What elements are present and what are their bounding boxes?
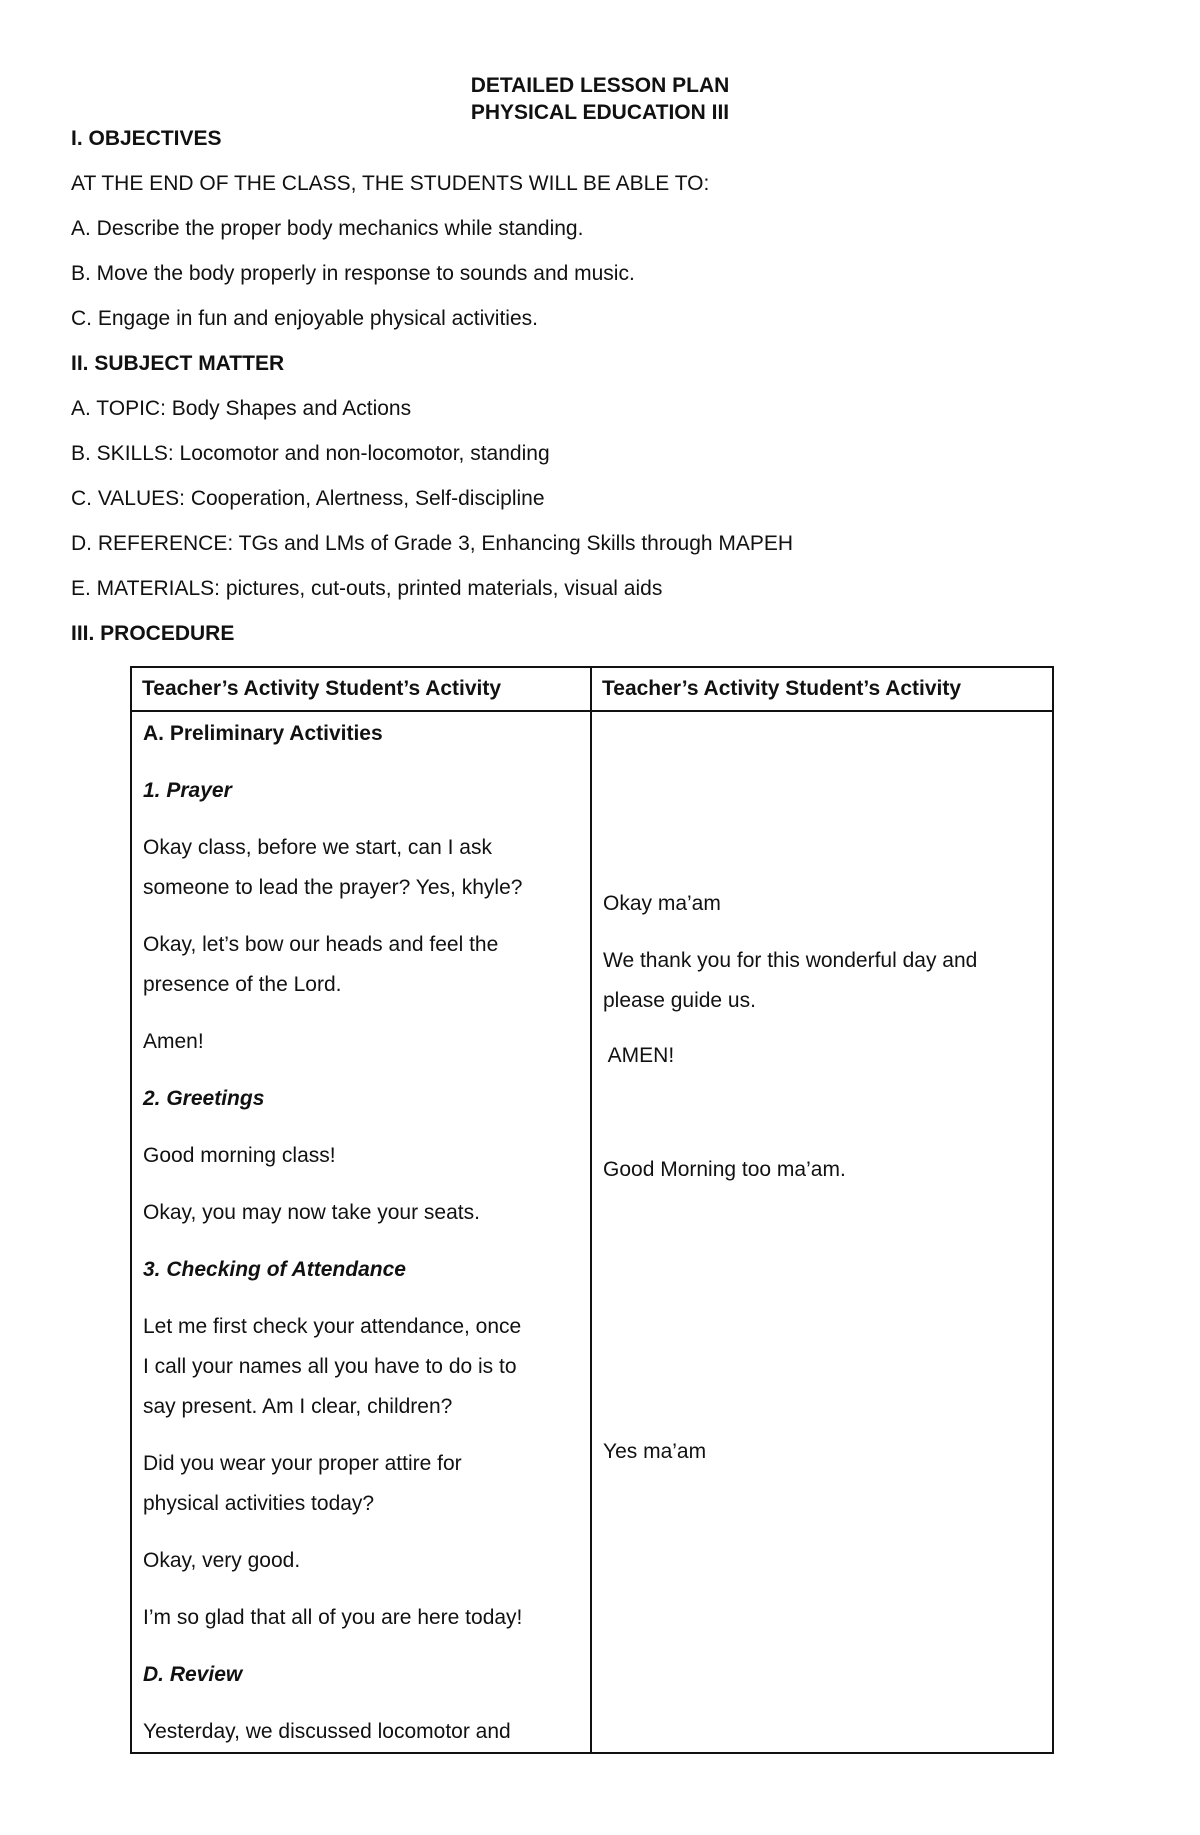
teacher-line: Yesterday, we discussed locomotor and bbox=[143, 1720, 511, 1743]
column-header-teacher: Teacher’s Activity Student’s Activity bbox=[131, 667, 591, 711]
subsection-heading: 1. Prayer bbox=[143, 779, 232, 802]
subsection-heading: 2. Greetings bbox=[143, 1087, 265, 1110]
subject-matter-item: E. MATERIALS: pictures, cut-outs, printed materials, visual aids bbox=[71, 577, 663, 600]
procedure-heading: III. PROCEDURE bbox=[71, 622, 235, 645]
teacher-line: Let me first check your attendance, once bbox=[143, 1315, 522, 1338]
document-subtitle: PHYSICAL EDUCATION III bbox=[470, 101, 730, 124]
subject-matter-heading: II. SUBJECT MATTER bbox=[71, 352, 285, 375]
student-line: Okay ma’am bbox=[603, 892, 721, 915]
student-line: Good Morning too ma’am. bbox=[603, 1158, 846, 1181]
objective-item: C. Engage in fun and enjoyable physical activities. bbox=[71, 307, 538, 330]
teacher-line: Good morning class! bbox=[143, 1144, 336, 1167]
teacher-activity-cell bbox=[131, 711, 591, 1753]
teacher-line: presence of the Lord. bbox=[143, 973, 342, 996]
teacher-line: Okay, let’s bow our heads and feel the bbox=[143, 933, 499, 956]
student-line: We thank you for this wonderful day and bbox=[603, 949, 978, 972]
section-heading: A. Preliminary Activities bbox=[143, 722, 383, 745]
subject-matter-item: D. REFERENCE: TGs and LMs of Grade 3, Enhancing Skills through MAPEH bbox=[71, 532, 794, 555]
teacher-line: I’m so glad that all of you are here today! bbox=[143, 1606, 523, 1629]
teacher-line: I call your names all you have to do is to bbox=[143, 1355, 517, 1378]
teacher-line: Amen! bbox=[143, 1030, 204, 1053]
teacher-line: Okay, very good. bbox=[143, 1549, 301, 1572]
subject-matter-item: A. TOPIC: Body Shapes and Actions bbox=[71, 397, 412, 420]
procedure-table bbox=[130, 666, 1054, 1754]
objective-item: A. Describe the proper body mechanics while standing. bbox=[71, 217, 584, 240]
subject-matter-item: B. SKILLS: Locomotor and non-locomotor, standing bbox=[71, 442, 550, 465]
teacher-line: say present. Am I clear, children? bbox=[143, 1395, 453, 1418]
student-line: please guide us. bbox=[603, 989, 756, 1012]
teacher-line: Okay class, before we start, can I ask bbox=[143, 836, 492, 859]
student-line: Yes ma’am bbox=[603, 1440, 707, 1463]
teacher-line: someone to lead the prayer? Yes, khyle? bbox=[143, 876, 523, 899]
subject-matter-item: C. VALUES: Cooperation, Alertness, Self-discipline bbox=[71, 487, 545, 510]
objective-item: B. Move the body properly in response to sounds and music. bbox=[71, 262, 635, 285]
student-line: AMEN! bbox=[603, 1044, 675, 1067]
document-title: DETAILED LESSON PLAN bbox=[470, 74, 730, 97]
table-row bbox=[131, 711, 1053, 1753]
objectives-intro: AT THE END OF THE CLASS, THE STUDENTS WILL BE ABLE TO: bbox=[71, 172, 710, 195]
teacher-line: physical activities today? bbox=[143, 1492, 375, 1515]
subsection-heading: D. Review bbox=[143, 1663, 243, 1686]
teacher-line: Okay, you may now take your seats. bbox=[143, 1201, 480, 1224]
teacher-line: Did you wear your proper attire for bbox=[143, 1452, 462, 1475]
objectives-heading: I. OBJECTIVES bbox=[71, 127, 222, 150]
student-activity-cell bbox=[591, 711, 1053, 1753]
subsection-heading: 3. Checking of Attendance bbox=[143, 1258, 406, 1281]
column-header-student: Teacher’s Activity Student’s Activity bbox=[591, 667, 1053, 711]
table-header-row bbox=[131, 667, 1053, 711]
